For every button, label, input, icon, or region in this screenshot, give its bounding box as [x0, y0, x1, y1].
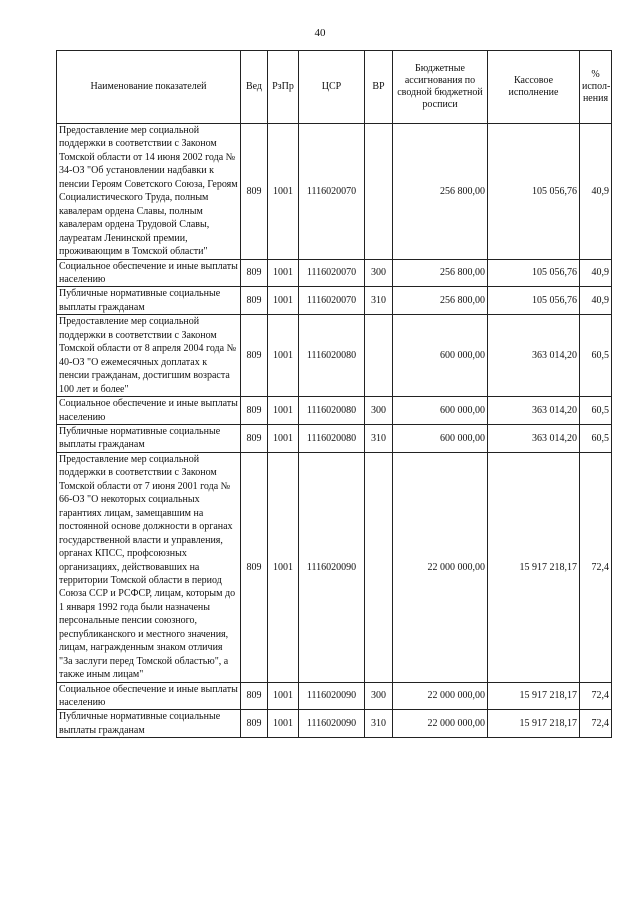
table-row [57, 710, 612, 738]
row-rzpr: 1001 [268, 315, 299, 397]
row-assignments: 600 000,00 [393, 315, 488, 397]
row-csr: 1116020090 [299, 710, 365, 738]
header-assignments: Бюджетные ассигнования по сводной бюджетной росписи [393, 51, 488, 124]
row-rzpr: 1001 [268, 424, 299, 452]
row-ved: 809 [241, 259, 268, 287]
row-name: Предоставление мер социальной поддержки в соответствии с Законом Томской области от 14 июня 2002 года № 34-ОЗ "Об установлении надбавки к пенсии Героям Советского Союза, Героям Социалистического Труда, полным кавалерам ордена Славы, полным кавалерам ордена Трудовой Славы, лауреатам Ленинской премии, проживающим в Томской области" [57, 124, 241, 260]
row-name: Публичные нормативные социальные выплаты гражданам [57, 424, 241, 452]
row-name: Предоставление мер социальной поддержки в соответствии с Законом Томской области от 8 апреля 2004 года № 40-ОЗ "О ежемесячных доплатах к пенсии гражданам, достигшим возраста 100 лет и более" [57, 315, 241, 397]
row-percent: 72,4 [580, 682, 612, 710]
row-assignments: 22 000 000,00 [393, 452, 488, 682]
row-assignments: 256 800,00 [393, 124, 488, 260]
page-number: 40 [314, 27, 326, 39]
table-row [57, 287, 612, 315]
row-ved: 809 [241, 397, 268, 425]
row-cash: 105 056,76 [488, 287, 580, 315]
row-percent: 72,4 [580, 452, 612, 682]
row-vr [365, 315, 393, 397]
row-name: Социальное обеспечение и иные выплаты населению [57, 682, 241, 710]
table-row [57, 259, 612, 287]
row-cash: 15 917 218,17 [488, 452, 580, 682]
row-rzpr: 1001 [268, 710, 299, 738]
row-rzpr: 1001 [268, 259, 299, 287]
row-name: Социальное обеспечение и иные выплаты населению [57, 259, 241, 287]
header-name: Наименование показателей [57, 51, 241, 124]
row-vr: 300 [365, 397, 393, 425]
header-percent: % испол-нения [580, 51, 612, 124]
row-cash: 363 014,20 [488, 315, 580, 397]
row-csr: 1116020070 [299, 259, 365, 287]
row-percent: 40,9 [580, 259, 612, 287]
row-cash: 363 014,20 [488, 424, 580, 452]
row-percent: 60,5 [580, 397, 612, 425]
row-cash: 363 014,20 [488, 397, 580, 425]
row-cash: 105 056,76 [488, 259, 580, 287]
row-assignments: 22 000 000,00 [393, 682, 488, 710]
table-row [57, 682, 612, 710]
row-csr: 1116020090 [299, 452, 365, 682]
row-assignments: 256 800,00 [393, 259, 488, 287]
row-rzpr: 1001 [268, 287, 299, 315]
header-ved: Вед [241, 51, 268, 124]
row-name: Предоставление мер социальной поддержки в соответствии с Законом Томской области от 7 июня 2001 года № 66-ОЗ "О некоторых социальных гарантиях лицам, замещавшим на постоянной основе должности в органах государственной власти и управления, органах КПСС, профсоюзных организациях, действовавших на территории Томской области в период Союза ССР и РСФСР, лицам, которым до 1 января 1992 года были назначены персональные пенсии союзного, республиканского и местного значения, лицам, награжденным знаком отличия "За заслуги перед Томской областью", а также иным лицам" [57, 452, 241, 682]
table-header-row [57, 51, 612, 124]
row-ved: 809 [241, 682, 268, 710]
row-csr: 1116020070 [299, 287, 365, 315]
row-vr: 310 [365, 287, 393, 315]
row-vr [365, 452, 393, 682]
row-rzpr: 1001 [268, 124, 299, 260]
row-assignments: 22 000 000,00 [393, 710, 488, 738]
row-cash: 105 056,76 [488, 124, 580, 260]
table-row [57, 424, 612, 452]
row-vr: 310 [365, 710, 393, 738]
header-csr: ЦСР [299, 51, 365, 124]
row-ved: 809 [241, 424, 268, 452]
row-assignments: 600 000,00 [393, 424, 488, 452]
row-ved: 809 [241, 315, 268, 397]
table-row [57, 315, 612, 397]
row-csr: 1116020080 [299, 424, 365, 452]
row-percent: 40,9 [580, 287, 612, 315]
row-name: Публичные нормативные социальные выплаты гражданам [57, 287, 241, 315]
row-vr: 300 [365, 682, 393, 710]
row-assignments: 600 000,00 [393, 397, 488, 425]
row-csr: 1116020090 [299, 682, 365, 710]
row-ved: 809 [241, 452, 268, 682]
row-vr: 310 [365, 424, 393, 452]
row-assignments: 256 800,00 [393, 287, 488, 315]
header-cash: Кассовое исполнение [488, 51, 580, 124]
row-percent: 60,5 [580, 424, 612, 452]
row-name: Социальное обеспечение и иные выплаты населению [57, 397, 241, 425]
row-ved: 809 [241, 287, 268, 315]
row-rzpr: 1001 [268, 397, 299, 425]
row-csr: 1116020080 [299, 315, 365, 397]
row-vr [365, 124, 393, 260]
header-rzpr: РзПр [268, 51, 299, 124]
table-row [57, 452, 612, 682]
row-vr: 300 [365, 259, 393, 287]
budget-execution-table [56, 50, 612, 738]
row-ved: 809 [241, 124, 268, 260]
row-rzpr: 1001 [268, 452, 299, 682]
row-csr: 1116020070 [299, 124, 365, 260]
row-ved: 809 [241, 710, 268, 738]
row-name: Публичные нормативные социальные выплаты гражданам [57, 710, 241, 738]
row-rzpr: 1001 [268, 682, 299, 710]
row-percent: 40,9 [580, 124, 612, 260]
table-row [57, 124, 612, 260]
row-cash: 15 917 218,17 [488, 682, 580, 710]
row-percent: 72,4 [580, 710, 612, 738]
row-cash: 15 917 218,17 [488, 710, 580, 738]
row-csr: 1116020080 [299, 397, 365, 425]
table-row [57, 397, 612, 425]
header-vr: ВР [365, 51, 393, 124]
row-percent: 60,5 [580, 315, 612, 397]
